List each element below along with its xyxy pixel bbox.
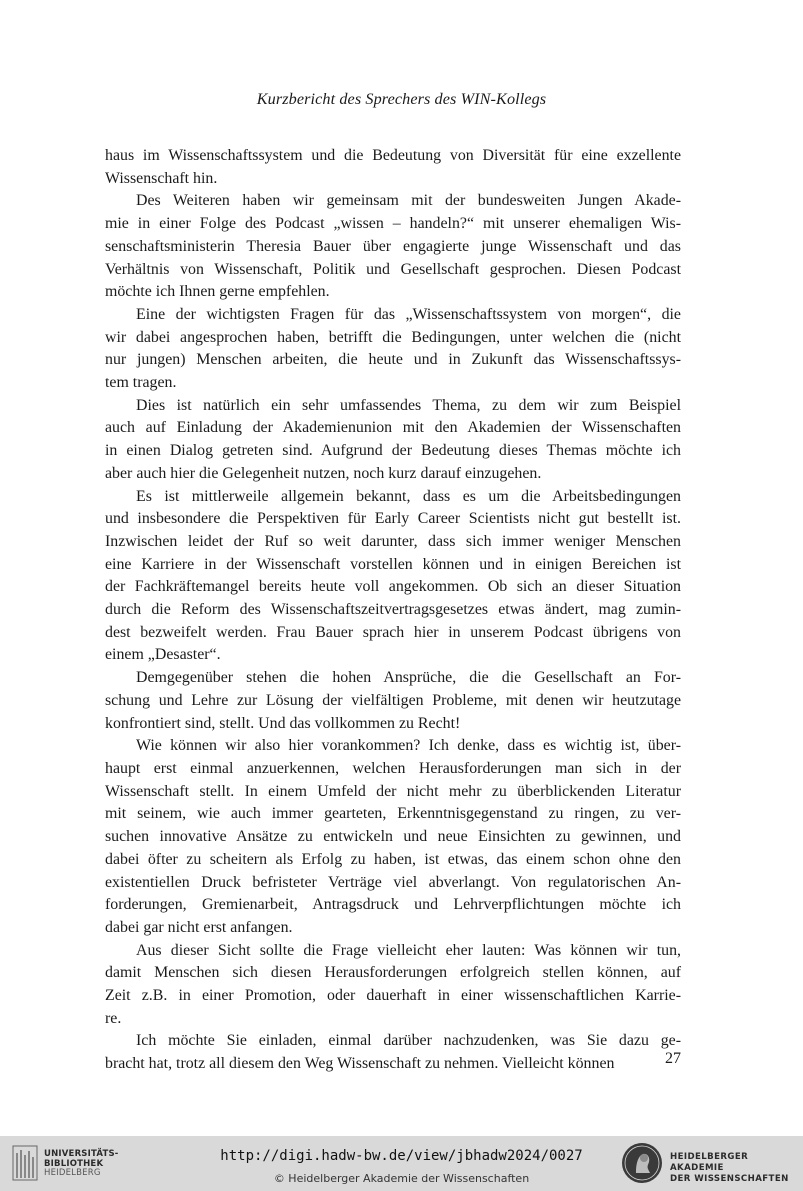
footer-bar — [0, 1136, 803, 1191]
text-line: Es ist mittlerweile allgemein bekannt, dass es um die Arbeitsbedingungen — [136, 487, 681, 505]
text-line: aber auch hier die Gelegenheit nutzen, noch kurz darauf einzugehen. — [105, 464, 542, 482]
text-line: dest bezweifelt werden. Frau Bauer sprach hier in unserem Podcast übrigens von — [105, 623, 681, 641]
paragraph — [105, 940, 681, 1031]
ub-line-2: BIBLIOTHEK — [44, 1158, 104, 1169]
text-line: damit Menschen sich diesen Herausforderungen erfolgreich stellen können, auf — [105, 964, 681, 982]
paragraph — [105, 395, 681, 486]
academy-seal-icon — [621, 1142, 663, 1184]
paragraph — [105, 190, 681, 304]
text-line: re. — [105, 1009, 122, 1027]
text-line: mie in einer Folge des Podcast „wissen – handeln?“ mit unserer ehemaligen Wis- — [105, 215, 681, 233]
copyright-notice: © Heidelberger Akademie der Wissenschaften — [273, 1172, 530, 1185]
document-url-link[interactable]: http://digi.hadw-bw.de/view/jbhadw2024/0027 — [220, 1148, 583, 1164]
text-line: haupt erst einmal anzuerkennen, welchen Herausforderungen man sich in der — [105, 759, 681, 777]
text-line: durch die Reform des Wissenschaftszeitvertragsgesetzes etwas ändert, mag zumin- — [105, 601, 681, 619]
text-line: mit seinem, wie auch immer gearteten, Erkenntnisgegenstand zu ringen, zu ver- — [105, 805, 681, 823]
academy-line-2: DER WISSENSCHAFTEN — [670, 1174, 789, 1184]
text-line: Wie können wir also hier vorankommen? Ich denke, dass es wichtig ist, über- — [136, 737, 681, 755]
body-text — [105, 145, 681, 1076]
ub-line-1: UNIVERSITÄTS- — [44, 1149, 119, 1159]
text-line: tem tragen. — [105, 374, 177, 392]
paragraph — [105, 145, 681, 190]
text-line: haus im Wissenschaftssystem und die Bedeutung von Diversität für eine exzellente — [105, 147, 681, 164]
text-line: dabei gar nicht erst anfangen. — [105, 918, 293, 936]
text-line: auch auf Einladung der Akademienunion mit den Akademien der Wissenschaften — [105, 419, 681, 437]
paragraph — [105, 667, 681, 735]
text-line: der Fachkräftemangel bereits heute voll angekommen. Ob sich an dieser Situation — [105, 578, 681, 596]
text-line: eine Karriere in der Wissenschaft vorstellen können und in einigen Bereichen ist — [105, 555, 681, 573]
academy-line-1: HEIDELBERGER AKADEMIE — [670, 1152, 749, 1173]
text-line: nur jungen) Menschen arbeiten, die heute und in Zukunft das Wissenschaftssys- — [105, 351, 681, 369]
text-line: senschaftsministerin Theresia Bauer über engagierte junge Wissenschaft und das — [105, 237, 681, 255]
page-number: 27 — [665, 1050, 681, 1067]
text-line: Verhältnis von Wissenschaft, Politik und Gesellschaft gesprochen. Diesen Podcast — [105, 260, 681, 278]
ub-line-3: HEIDELBERG — [44, 1168, 101, 1178]
text-line: Inzwischen leidet der Ruf so weit darunter, dass sich immer weniger Menschen — [105, 532, 681, 550]
text-line: Zeit z.B. in einer Promotion, oder dauerhaft in einer wissenschaftlichen Karrie- — [105, 987, 681, 1005]
text-line: Ich möchte Sie einladen, einmal darüber nachzudenken, was Sie dazu ge- — [136, 1032, 681, 1050]
paragraph — [105, 735, 681, 939]
text-line: und insbesondere die Perspektiven für Early Career Scientists nicht gut bestellt ist. — [105, 510, 681, 528]
text-line: bracht hat, trotz all diesem den Weg Wissenschaft zu nehmen. Vielleicht können — [105, 1055, 615, 1073]
text-line: einem „Desaster“. — [105, 646, 221, 664]
paragraph — [105, 304, 681, 395]
text-line: schung und Lehre zur Lösung der vielfältigen Probleme, mit denen wir heutzutage — [105, 691, 681, 709]
text-line: Eine der wichtigsten Fragen für das „Wissenschaftssystem von morgen“, die — [136, 305, 681, 323]
text-line: Demgegenüber stehen die hohen Ansprüche, die die Gesellschaft an For- — [136, 669, 681, 687]
text-line: Dies ist natürlich ein sehr umfassendes Thema, zu dem wir zum Beispiel — [136, 396, 681, 414]
text-line: in einen Dialog getreten sind. Aufgrund der Bedeutung dieses Themas möchte ich — [105, 442, 681, 460]
text-line: wir dabei angesprochen haben, betrifft die Bedingungen, unter welchen die (nicht — [105, 328, 681, 346]
text-line: dabei öfter zu scheitern als Erfolg zu haben, ist etwas, das einem schon ohne den — [105, 850, 681, 868]
text-line: Des Weiteren haben wir gemeinsam mit der bundesweiten Jungen Akade- — [136, 192, 681, 210]
text-line: Wissenschaft hin. — [105, 169, 218, 187]
text-line: existentiellen Druck befristeter Verträge viel abverlangt. Von regulatorischen An- — [105, 873, 681, 891]
academy-label — [670, 1152, 803, 1185]
text-line: Aus dieser Sicht sollte die Frage vielleicht eher lauten: Was können wir tun, — [136, 941, 681, 959]
text-line: forderungen, Gremienarbeit, Antragsdruck und Lehrverpflichtungen möchte ich — [105, 896, 681, 914]
text-line: konfrontiert sind, stellt. Und das vollkommen zu Recht! — [105, 714, 461, 732]
text-line: suchen innovative Ansätze zu entwickeln und neue Einsichten zu gewinnen, und — [105, 828, 681, 846]
paragraph — [105, 1030, 681, 1075]
running-head: Kurzbericht des Sprechers des WIN-Kollegs — [256, 90, 547, 108]
paragraph — [105, 486, 681, 668]
text-line: möchte ich Ihnen gerne empfehlen. — [105, 283, 330, 301]
text-line: Wissenschaft stellt. In einem Umfeld der nicht mehr zu überblickenden Literatur — [105, 782, 681, 800]
